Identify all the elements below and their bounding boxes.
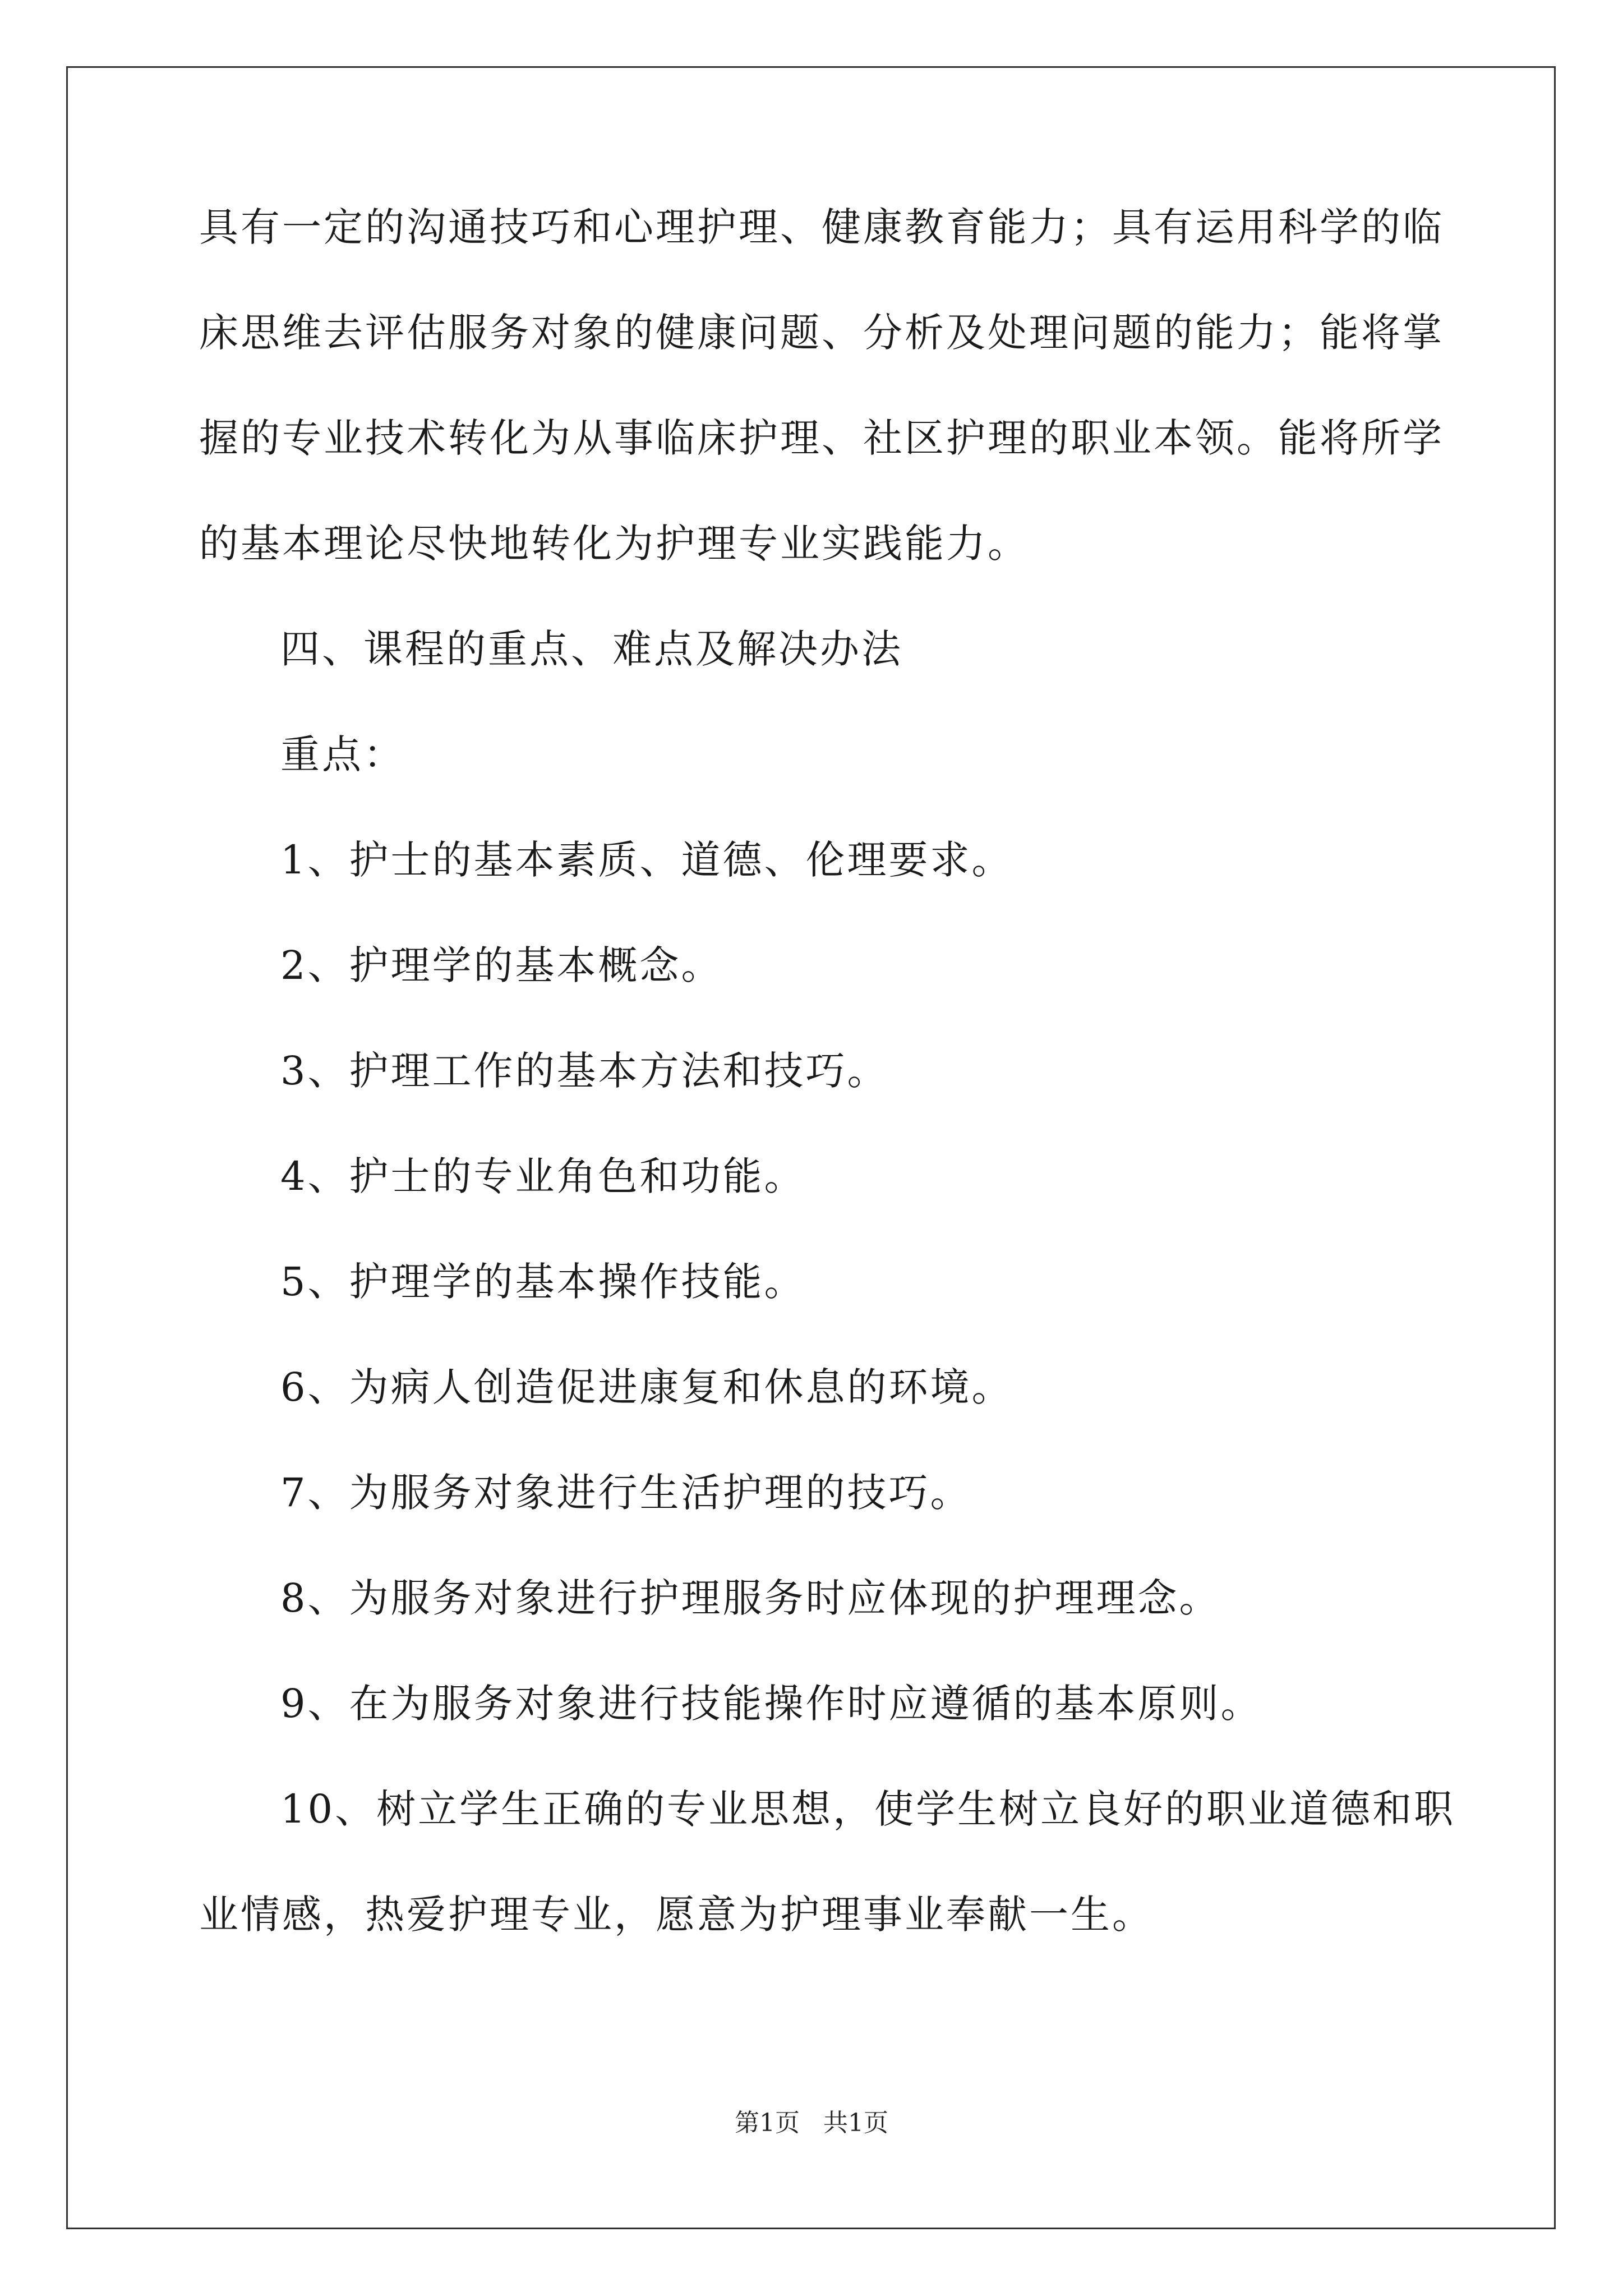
key-point-item: 2、护理学的基本概念。 <box>280 942 723 988</box>
key-point-item: 7、为服务对象进行生活护理的技巧。 <box>280 1470 972 1516</box>
paragraph-line: 具有一定的沟通技巧和心理护理、健康教育能力；具有运用科学的临 <box>199 204 1444 250</box>
key-point-item: 6、为病人创造促进康复和休息的环境。 <box>280 1364 1013 1410</box>
key-point-item: 8、为服务对象进行护理服务时应体现的护理理念。 <box>280 1575 1221 1621</box>
key-points-label: 重点： <box>280 731 405 777</box>
paragraph-line: 的基本理论尽快地转化为护理专业实践能力。 <box>199 521 1029 567</box>
key-point-item: 9、在为服务对象进行技能操作时应遵循的基本原则。 <box>280 1681 1262 1727</box>
key-point-item-ten-line1: 10、树立学生正确的专业思想，使学生树立良好的职业道德和职 <box>280 1786 1456 1832</box>
key-point-item: 1、护士的基本素质、道德、伦理要求。 <box>280 837 1013 883</box>
key-point-item-ten-line2: 业情感，热爱护理专业，愿意为护理事业奉献一生。 <box>199 1892 1154 1938</box>
key-point-item: 4、护士的专业角色和功能。 <box>280 1153 806 1199</box>
key-point-item: 5、护理学的基本操作技能。 <box>280 1259 806 1305</box>
paragraph-line: 握的专业技术转化为从事临床护理、社区护理的职业本领。能将所学 <box>199 415 1444 461</box>
page-number: 第1页 <box>735 2109 800 2137</box>
document-body <box>199 204 1456 2000</box>
key-point-item: 3、护理工作的基本方法和技巧。 <box>280 1048 889 1094</box>
paragraph-line: 床思维去评估服务对象的健康问题、分析及处理问题的能力；能将掌 <box>199 310 1444 356</box>
page-total: 共1页 <box>823 2109 888 2137</box>
section-heading: 四、课程的重点、难点及解决办法 <box>280 626 903 672</box>
page-footer <box>0 2109 1623 2137</box>
